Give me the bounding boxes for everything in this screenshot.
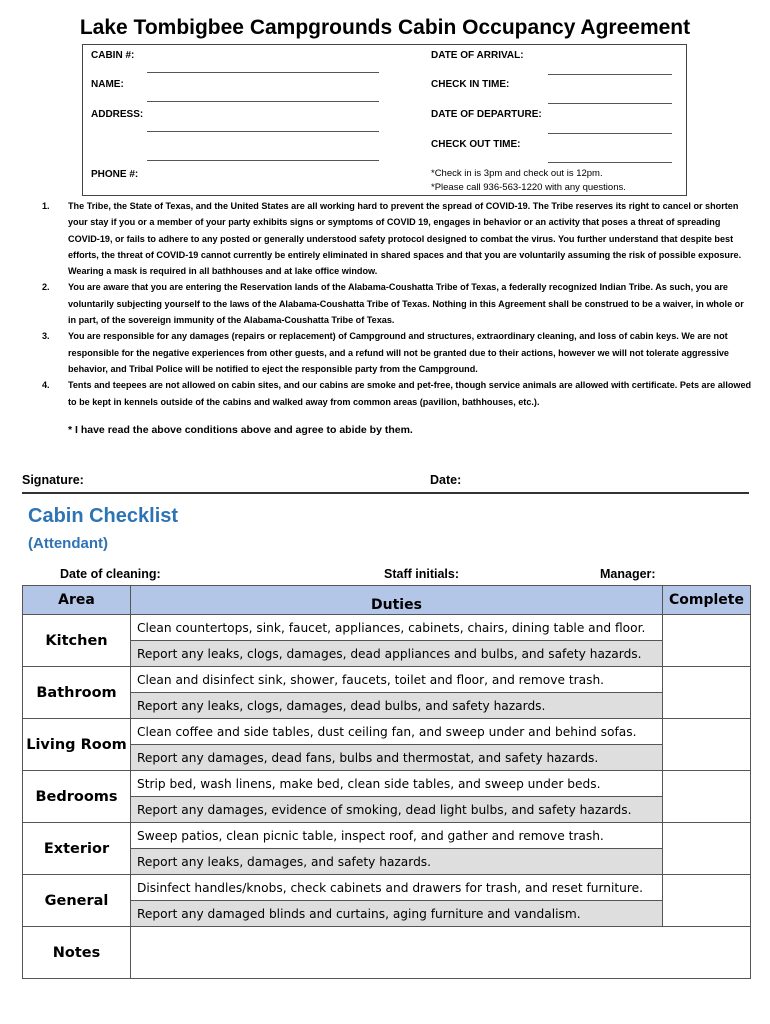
table-row bbox=[23, 849, 751, 875]
complete-cell[interactable] bbox=[663, 875, 751, 927]
table-row bbox=[23, 693, 751, 719]
table-row bbox=[23, 823, 751, 849]
table-row bbox=[23, 927, 751, 979]
complete-cell[interactable] bbox=[663, 771, 751, 823]
area-cell: General bbox=[23, 875, 131, 927]
table-row bbox=[23, 875, 751, 901]
cabin-field[interactable] bbox=[147, 72, 379, 73]
duties-header: Duties bbox=[131, 586, 663, 615]
name-field[interactable] bbox=[147, 101, 379, 102]
complete-cell[interactable] bbox=[663, 823, 751, 875]
duty-cell: Disinfect handles/knobs, check cabinets and drawers for trash, and reset furniture. bbox=[131, 875, 663, 901]
duty-cell: Strip bed, wash linens, make bed, clean side tables, and sweep under beds. bbox=[131, 771, 663, 797]
departure-label: DATE OF DEPARTURE: bbox=[431, 109, 542, 120]
table-row bbox=[23, 901, 751, 927]
guest-info-box bbox=[82, 44, 687, 196]
term-number: 1. bbox=[42, 201, 50, 211]
duty-cell: Sweep patios, clean picnic table, inspect roof, and gather and remove trash. bbox=[131, 823, 663, 849]
area-cell: Bathroom bbox=[23, 667, 131, 719]
duty-cell: Report any leaks, clogs, damages, dead appliances and bulbs, and safety hazards. bbox=[131, 641, 663, 667]
date-label: Date: bbox=[430, 473, 462, 487]
arrival-label: DATE OF ARRIVAL: bbox=[431, 50, 524, 61]
duty-cell: Report any damages, dead fans, bulbs and thermostat, and safety hazards. bbox=[131, 745, 663, 771]
address-label: ADDRESS: bbox=[91, 109, 144, 120]
table-row bbox=[23, 745, 751, 771]
term-text: The Tribe, the State of Texas, and the United States are all working hard to prevent the spread of COVID-19. The Tribe reserves its right to cancel or shorten your stay if you or a member of your party exhibits signs or symptoms of COVID 19, engages in behavior or an activity that poses a threat of spreading COVID-19, or fails to adhere to any posted or generally understood safety protocol designed to combat the virus. You further understand that despite best efforts, the threat of COVID-19 cannot currently be entirely eliminated in shared spaces and that you are voluntarily assuming the risk of possible exposure. Wearing a mask is required in all bathhouses and at lake office window. bbox=[68, 201, 742, 277]
signature-line[interactable] bbox=[22, 492, 749, 494]
phone-note: *Please call 936-563-1220 with any questions. bbox=[431, 182, 626, 193]
duty-cell: Clean and disinfect sink, shower, faucets, toilet and floor, and remove trash. bbox=[131, 667, 663, 693]
agreement-statement: * I have read the above conditions above and agree to abide by them. bbox=[68, 424, 413, 436]
term-text: Tents and teepees are not allowed on cabin sites, and our cabins are smoke and pet-free, though service animals are allowed with certificate. Pets are allowed to be kept in kennels outside of the cabins and walked away from common areas (pavilion, bathhouses, etc.). bbox=[68, 380, 752, 407]
table-row bbox=[23, 667, 751, 693]
area-cell: Exterior bbox=[23, 823, 131, 875]
table-row bbox=[23, 641, 751, 667]
duty-cell: Report any damaged blinds and curtains, aging furniture and vandalism. bbox=[131, 901, 663, 927]
name-label: NAME: bbox=[91, 79, 124, 90]
manager-label: Manager: bbox=[600, 567, 656, 581]
term-item bbox=[42, 377, 754, 410]
table-row bbox=[23, 615, 751, 641]
term-item bbox=[42, 198, 754, 279]
checklist-table bbox=[22, 585, 751, 979]
duty-cell: Clean countertops, sink, faucet, appliances, cabinets, chairs, dining table and floor. bbox=[131, 615, 663, 641]
area-header: Area bbox=[23, 586, 131, 615]
checklist-title: Cabin Checklist bbox=[28, 505, 179, 527]
checkout-label: CHECK OUT TIME: bbox=[431, 139, 521, 150]
notes-label: Notes bbox=[23, 927, 131, 979]
page-title: Lake Tombigbee Campgrounds Cabin Occupancy Agreement bbox=[79, 16, 691, 39]
table-row bbox=[23, 771, 751, 797]
notes-field[interactable] bbox=[131, 927, 751, 979]
signature-label: Signature: bbox=[22, 473, 84, 487]
area-cell: Living Room bbox=[23, 719, 131, 771]
duty-cell: Report any leaks, damages, and safety hazards. bbox=[131, 849, 663, 875]
checkin-field[interactable] bbox=[548, 103, 672, 104]
complete-cell[interactable] bbox=[663, 667, 751, 719]
checkin-label: CHECK IN TIME: bbox=[431, 79, 510, 90]
table-header-row bbox=[23, 586, 751, 615]
term-number: 2. bbox=[42, 282, 50, 293]
table-row bbox=[23, 719, 751, 745]
area-cell: Kitchen bbox=[23, 615, 131, 667]
phone-label: PHONE #: bbox=[91, 169, 139, 180]
complete-cell[interactable] bbox=[663, 719, 751, 771]
address-field-line2[interactable] bbox=[147, 160, 379, 161]
departure-field[interactable] bbox=[548, 133, 672, 134]
complete-header: Complete bbox=[663, 586, 751, 615]
term-text: You are aware that you are entering the Reservation lands of the Alabama-Coushatta Tribe of Texas, a federally recognized Indian Tribe. As such, you are voluntarily subjecting yourself to the laws of the Alabama-Coushatta Tribe of Texas. Nothing in this Agreement shall be construed to be a waiver, in whole or in part, of the sovereign immunity of the Alabama-Coushatta Tribe of Texas. bbox=[68, 282, 744, 326]
area-cell: Bedrooms bbox=[23, 771, 131, 823]
address-field-line1[interactable] bbox=[147, 131, 379, 132]
checkin-note: *Check in is 3pm and check out is 12pm. bbox=[431, 168, 603, 179]
term-number: 3. bbox=[42, 331, 50, 342]
checklist-subtitle: (Attendant) bbox=[28, 535, 108, 552]
date-of-cleaning-label: Date of cleaning: bbox=[60, 567, 161, 581]
arrival-field[interactable] bbox=[548, 74, 672, 75]
staff-initials-label: Staff initials: bbox=[384, 567, 460, 581]
checkout-field[interactable] bbox=[548, 162, 672, 163]
table-row bbox=[23, 797, 751, 823]
terms-list bbox=[42, 198, 754, 410]
term-item bbox=[42, 328, 754, 377]
duty-cell: Clean coffee and side tables, dust ceiling fan, and sweep under and behind sofas. bbox=[131, 719, 663, 745]
term-number: 4. bbox=[42, 380, 50, 391]
complete-cell[interactable] bbox=[663, 615, 751, 667]
duty-cell: Report any leaks, clogs, damages, dead bulbs, and safety hazards. bbox=[131, 693, 663, 719]
term-text: You are responsible for any damages (repairs or replacement) of Campground and structures, extraordinary cleaning, and loss of cabin keys. We are not responsible for the negative experiences from other guests, and a refund will not be granted due to their actions, however we will not tolerate aggressive behavior, and Tribal Police will be notified to eject the responsible party from the Campground. bbox=[68, 331, 729, 374]
term-item bbox=[42, 279, 754, 328]
duty-cell: Report any damages, evidence of smoking, dead light bulbs, and safety hazards. bbox=[131, 797, 663, 823]
cabin-label: CABIN #: bbox=[91, 50, 135, 61]
